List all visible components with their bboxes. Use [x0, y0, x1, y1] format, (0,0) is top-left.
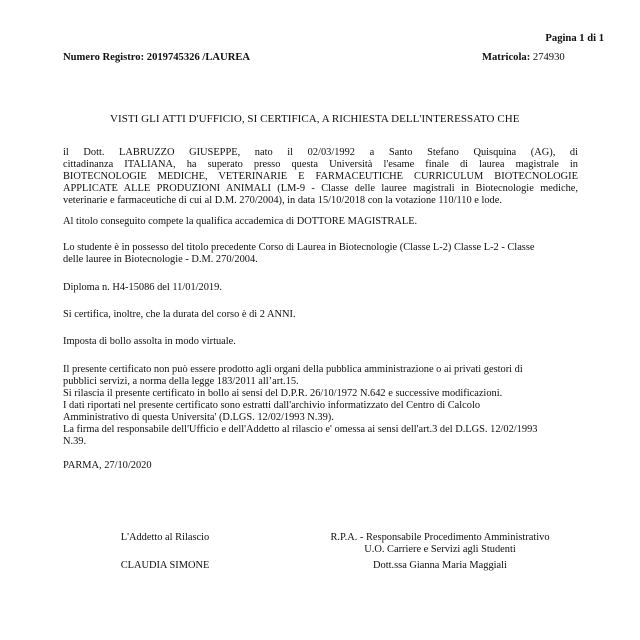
issuer-role: L'Addetto al Rilascio — [120, 532, 210, 543]
legal-note-line: Si rilascia il presente certificato in bollo ai sensi del D.P.R. 26/10/1972 N.642 e successive modificazioni. — [63, 388, 503, 399]
legal-note-line: I dati riportati nel presente certificato sono estratti dall'archivio informatizzato del Centro di Calcolo — [63, 400, 481, 411]
legal-note-line: pubblici servizi, a norma della legge 183/2011 all’art.15. — [63, 376, 299, 387]
place-and-date: PARMA, 27/10/2020 — [63, 460, 152, 471]
issuer-name: CLAUDIA SIMONE — [120, 560, 210, 571]
student-id-value: 274930 — [532, 52, 565, 63]
manager-signature-block — [300, 532, 580, 572]
legal-notes — [63, 364, 578, 448]
manager-name: Dott.ssa Gianna Maria Maggiali — [373, 560, 507, 571]
stamp-duty-note: Imposta di bollo assolta in modo virtuale. — [63, 336, 236, 347]
legal-note-line: Amministrativo di questa Universita' (D.LGS. 12/02/1993 N.39). — [63, 412, 334, 423]
degree-line: veterinarie e farmaceutiche di cui al D.M. 270/2004), in data 15/10/2018 con la votazione 110/110 e lode. — [63, 195, 502, 206]
legal-note-line: La firma del responsabile dell'Ufficio e dell'Addetto al rilascio e' omessa ai sensi dell'art.3 del D.LGS. 12/02/1993 — [63, 424, 538, 435]
previous-degree-line: delle lauree in Biotecnologie - D.M. 270/2004. — [63, 254, 258, 265]
legal-note-line: Il presente certificato non può essere prodotto agli organi della pubblica amministrazione o ai privati gestori di — [63, 364, 523, 375]
previous-degree-paragraph — [63, 242, 578, 266]
diploma-number: Diploma n. H4-15086 del 11/01/2019. — [63, 282, 222, 293]
legal-note-line: N.39. — [63, 436, 87, 447]
registration-value: 2019745326 /LAUREA — [146, 52, 251, 63]
registration-number — [63, 52, 250, 64]
degree-line: il Dott. LABRUZZO GIUSEPPE, nato il 02/03/1992 a Santo Stefano Quisquina (AG), di — [63, 147, 578, 158]
degree-line: cittadinanza ITALIANA, ha superato presso questa Università l'esame finale di laurea magistrale in — [63, 159, 578, 170]
degree-line: BIOTECNOLOGIE MEDICHE, VETERINARIE E FARMACEUTICHE CURRICULUM BIOTECNOLOGIE — [63, 171, 578, 182]
manager-role-line: R.P.A. - Responsabile Procedimento Amministrativo — [330, 532, 550, 543]
degree-paragraph — [63, 147, 578, 207]
issuer-signature-block — [100, 532, 230, 572]
student-id-label: Matricola: — [482, 52, 531, 63]
title-qualification: Al titolo conseguito compete la qualifica accademica di DOTTORE MAGISTRALE. — [63, 216, 418, 227]
certificate-heading: VISTI GLI ATTI D'UFFICIO, SI CERTIFICA, A RICHIESTA DELL'INTERESSATO CHE — [110, 113, 520, 125]
previous-degree-line: Lo studente è in possesso del titolo precedente Corso di Laurea in Biotecnologie (Classe L-2) Classe L-2 - Classe — [63, 242, 535, 253]
student-id — [482, 52, 565, 64]
degree-line: APPLICATE ALLE PRODUZIONI ANIMALI (LM-9 - Classe delle lauree magistrali in Biotecnologie mediche, — [63, 183, 578, 194]
page-number: Pagina 1 di 1 — [545, 33, 604, 44]
manager-office-line: U.O. Carriere e Servizi agli Studenti — [364, 544, 516, 555]
course-duration: Si certifica, inoltre, che la durata del corso è di 2 ANNI. — [63, 309, 296, 320]
registration-label: Numero Registro: — [63, 52, 145, 63]
